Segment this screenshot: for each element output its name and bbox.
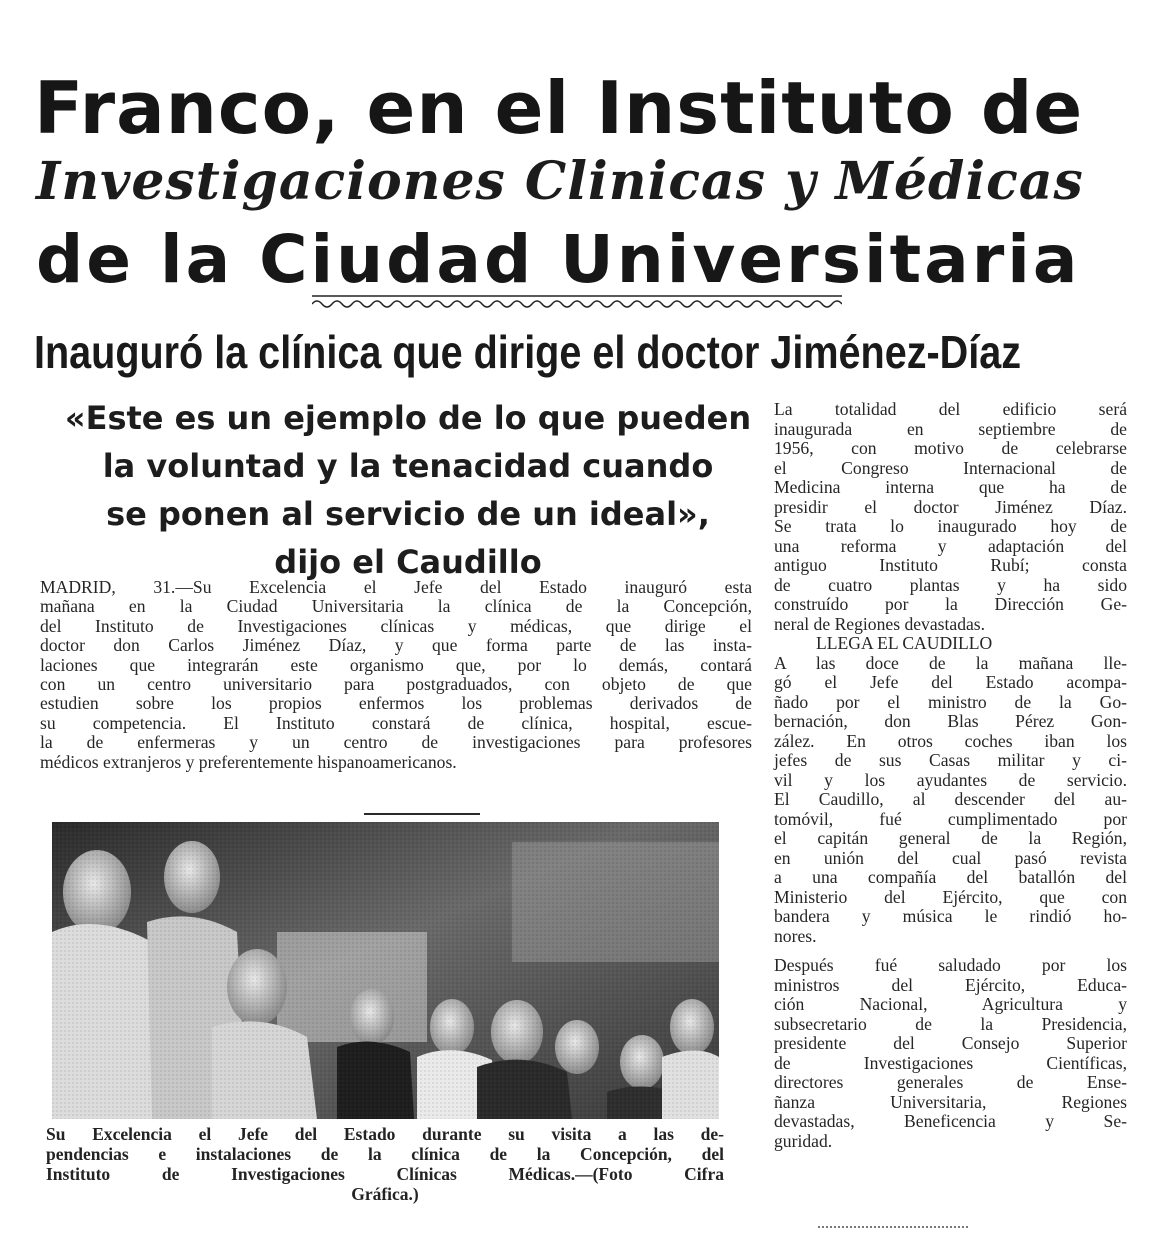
text-line: laciones que integrarán este organismo que, por lo demás, contará bbox=[40, 654, 752, 675]
section-divider bbox=[364, 813, 480, 815]
text-line: antiguo Instituto Rubí; consta bbox=[774, 555, 1127, 575]
article-body-left bbox=[40, 578, 752, 772]
text-line: La totalidad del edificio será bbox=[774, 399, 1127, 419]
text-line: 1956, con motivo de celebrarse bbox=[774, 438, 1127, 458]
caption-line: Gráfica.) bbox=[351, 1184, 419, 1204]
text-line: en unión del cual pasó revista bbox=[774, 847, 1127, 868]
text-line: El Caudillo, al descender del au- bbox=[774, 789, 1127, 809]
text-line: inaugurada en septiembre de bbox=[774, 418, 1127, 439]
text-line: una reforma y adaptación del bbox=[774, 535, 1127, 556]
text-line: MADRID, 31.—Su Excelencia el Jefe del Estado inauguró esta bbox=[40, 577, 752, 597]
photo-illustration bbox=[52, 822, 719, 1119]
text-line: de cuatro plantas y ha sido bbox=[774, 574, 1127, 595]
caption-line: pendencias e instalaciones de la clínica de la Concepción, del bbox=[46, 1144, 724, 1164]
text-line: guridad. bbox=[774, 1130, 833, 1151]
subheadline: Inauguró la clínica que dirige el doctor Jiménez-Díaz bbox=[34, 326, 1022, 378]
text-line: ñanza Universitaria, Regiones bbox=[774, 1091, 1127, 1112]
text-line: de Investigaciones Científicas, bbox=[774, 1052, 1127, 1073]
text-line: del Instituto de Investigaciones clínicas y médicas, que dirige el bbox=[40, 615, 752, 636]
text-line: con un centro universitario para postgraduados, con objeto de que bbox=[40, 674, 752, 695]
text-line: ción Nacional, Agricultura y bbox=[774, 994, 1127, 1014]
text-line: su competencia. El Instituto constará de clínica, hospital, escue- bbox=[40, 712, 752, 733]
photo-caption bbox=[46, 1124, 724, 1204]
text-line: jefes de sus Casas militar y ci- bbox=[774, 750, 1127, 770]
text-line: tomóvil, fué cumplimentado por bbox=[774, 808, 1127, 829]
text-line: presidente del Consejo Superior bbox=[774, 1033, 1127, 1053]
text-line: el capitán general de la Región, bbox=[774, 828, 1127, 848]
text-line: nores. bbox=[774, 925, 817, 946]
pull-quote bbox=[48, 394, 768, 586]
text-line: bernación, don Blas Pérez Gon- bbox=[774, 711, 1127, 731]
section-heading: LLEGA EL CAUDILLO bbox=[816, 633, 993, 653]
news-photo bbox=[52, 822, 719, 1119]
headline-line-3: de la Ciudad Universitaria bbox=[36, 221, 1081, 298]
wavy-divider bbox=[312, 292, 842, 312]
text-line: presidir el doctor Jiménez Díaz. bbox=[774, 496, 1127, 517]
text-line: vil y los ayudantes de servicio. bbox=[774, 769, 1127, 790]
pull-quote-line: la voluntad y la tenacidad cuando bbox=[102, 447, 714, 485]
text-line: estudien sobre los propios enfermos los problemas derivados de bbox=[40, 693, 752, 714]
text-line: subsecretario de la Presidencia, bbox=[774, 1013, 1127, 1034]
text-line: Ministerio del Ejército, que con bbox=[774, 886, 1127, 907]
text-line: ñado por el ministro de la Go- bbox=[774, 691, 1127, 712]
text-line: bandera y música le rindió ho- bbox=[774, 906, 1127, 926]
pull-quote-line: se ponen al servicio de un ideal», bbox=[106, 495, 710, 533]
text-line: a una compañía del batallón del bbox=[774, 867, 1127, 887]
text-line: doctor don Carlos Jiménez Díaz, y que forma parte de las insta- bbox=[40, 635, 752, 656]
text-line: gó el Jefe del Estado acompa- bbox=[774, 672, 1127, 692]
text-line: el Congreso Internacional de bbox=[774, 457, 1127, 478]
text-line: mañana en la Ciudad Universitaria la clínica de la Concepción, bbox=[40, 596, 752, 617]
bottom-dotted-rule bbox=[818, 1226, 968, 1230]
caption-line: Su Excelencia el Jefe del Estado durante su visita a las de- bbox=[46, 1124, 724, 1144]
pull-quote-line: «Este es un ejemplo de lo que pueden bbox=[64, 399, 752, 437]
article-body-right bbox=[774, 400, 1127, 1151]
text-line: neral de Regiones devastadas. bbox=[774, 613, 986, 634]
text-line: construído por la Dirección Ge- bbox=[774, 594, 1127, 614]
text-line: directores generales de Ense- bbox=[774, 1072, 1127, 1092]
headline-line-2: Investigaciones Clinicas y Médicas bbox=[36, 151, 1084, 212]
text-line: médicos extranjeros y preferentemente hispanoamericanos. bbox=[40, 751, 457, 772]
text-line: Se trata lo inaugurado hoy de bbox=[774, 516, 1127, 536]
text-line: ministros del Ejército, Educa- bbox=[774, 974, 1127, 995]
pull-quote-line: dijo el Caudillo bbox=[274, 543, 542, 581]
text-line: devastadas, Beneficencia y Se- bbox=[774, 1111, 1127, 1131]
text-line: la de enfermeras y un centro de investigaciones para profesores bbox=[40, 732, 752, 753]
caption-line: Instituto de Investigaciones Clínicas Médicas.—(Foto Cifra bbox=[46, 1164, 724, 1184]
text-line: Después fué saludado por los bbox=[774, 955, 1127, 975]
text-line: zález. En otros coches iban los bbox=[774, 730, 1127, 751]
text-line: A las doce de la mañana lle- bbox=[774, 652, 1127, 673]
headline-line-1: Franco, en el Instituto de bbox=[34, 66, 1084, 150]
text-line: Medicina interna que ha de bbox=[774, 477, 1127, 497]
